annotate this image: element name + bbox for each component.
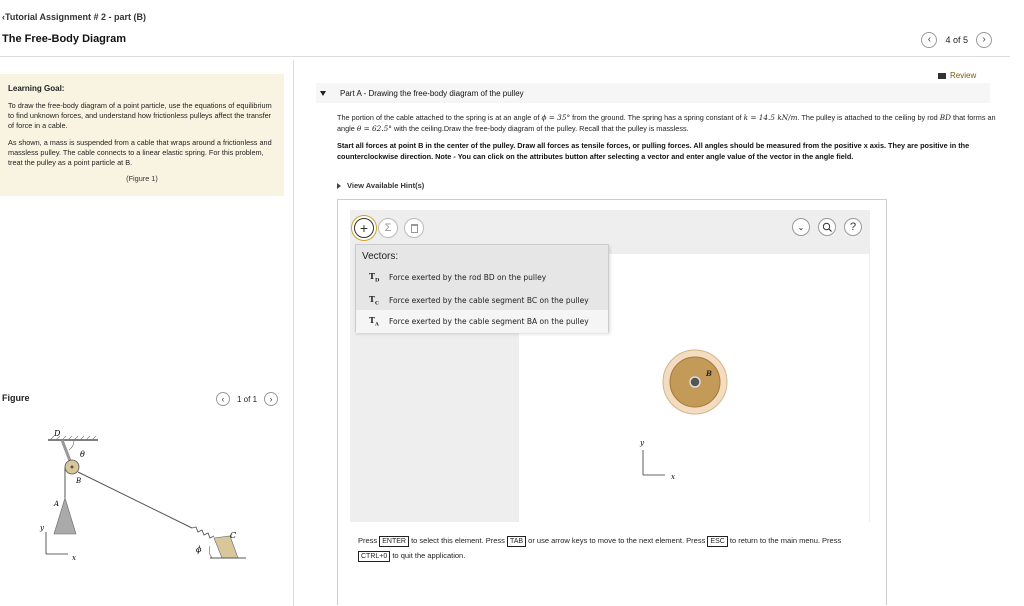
label-y: y bbox=[40, 524, 44, 532]
help-button[interactable] bbox=[844, 218, 862, 236]
figure-pager bbox=[216, 392, 278, 406]
spring-constant: k = 14.5 kN/m bbox=[743, 113, 798, 122]
keyboard-help bbox=[358, 533, 858, 563]
canvas-label-b: B bbox=[706, 369, 712, 378]
spring bbox=[192, 527, 214, 538]
problem-text-4: that forms an angle bbox=[337, 113, 996, 134]
figure-page-indicator: 1 of 1 bbox=[237, 394, 258, 404]
label-c: C bbox=[230, 531, 237, 540]
kbd-tab: TAB bbox=[507, 536, 526, 547]
vector-desc: Force exerted by the cable segment BA on the pulley bbox=[389, 317, 589, 326]
vector-item-ta[interactable] bbox=[356, 310, 608, 333]
review-link[interactable] bbox=[938, 71, 976, 80]
chevron-left-icon: ‹ bbox=[2, 12, 5, 22]
question-icon: ? bbox=[849, 221, 857, 233]
page-indicator: 4 of 5 bbox=[945, 35, 968, 45]
header-divider bbox=[0, 56, 1010, 57]
phi-arc bbox=[209, 546, 212, 558]
page-title: The Free-Body Diagram bbox=[2, 33, 127, 45]
vector-item-tc[interactable] bbox=[356, 289, 608, 312]
trash-icon bbox=[411, 224, 418, 233]
problem-description: As shown, a mass is suspended from a cable that wraps around a frictionless and massless pulley. The cable connects to a linear elastic spring. For this problem, treat the pulley as a point particle at B. bbox=[8, 137, 272, 168]
back-link[interactable] bbox=[2, 12, 146, 22]
problem-text-5: with the ceiling.Draw the free-body diagram of the pulley. Recall that the pulley is massless. bbox=[391, 124, 689, 134]
drawing-instructions: Start all forces at point B in the center of the pulley. Draw all forces as tensile forces, or pulling forces. All angles should be measured from the positive x axis. They are positive in the counterclockwise direction. Note - You can click on the attributes button after selecting a vector and enter angle value of the vector in the angle field. bbox=[337, 141, 970, 161]
learning-goal-panel bbox=[0, 74, 284, 196]
prev-page-button[interactable] bbox=[921, 32, 937, 48]
kb-text-2: to select this element. Press bbox=[409, 536, 507, 545]
label-d: D bbox=[54, 429, 61, 438]
caret-right-icon bbox=[337, 183, 341, 189]
label-b: B bbox=[76, 477, 82, 485]
canvas-label-y: y bbox=[640, 439, 644, 447]
add-vector-button[interactable] bbox=[354, 218, 374, 238]
column-divider bbox=[293, 60, 294, 606]
hints-label: View Available Hint(s) bbox=[347, 181, 425, 190]
kbd-ctrl0: CTRL+0 bbox=[358, 551, 390, 562]
back-label: Tutorial Assignment # 2 - part (B) bbox=[5, 12, 147, 22]
drawing-tool bbox=[337, 199, 887, 605]
chevron-down-icon: ⌄ bbox=[797, 222, 805, 232]
point-b[interactable] bbox=[690, 377, 700, 387]
zoom-button[interactable] bbox=[818, 218, 836, 236]
problem-text-1: The portion of the cable attached to the spring is at an angle of bbox=[337, 113, 542, 122]
vectors-title: Vectors: bbox=[362, 251, 399, 262]
figure-link[interactable]: (Figure 1) bbox=[126, 174, 158, 184]
page-pager bbox=[921, 32, 992, 48]
plus-icon: + bbox=[359, 220, 369, 236]
vectors-menu bbox=[355, 244, 609, 332]
canvas-label-x: x bbox=[671, 473, 675, 481]
part-a-header[interactable] bbox=[316, 83, 990, 103]
problem-statement bbox=[337, 112, 997, 135]
label-x: x bbox=[72, 554, 76, 562]
next-figure-button[interactable] bbox=[264, 392, 278, 406]
sum-button[interactable] bbox=[378, 218, 398, 238]
chevron-right-icon: › bbox=[269, 393, 273, 404]
problem-text-3: . The pulley is attached to the ceiling by rod bbox=[797, 113, 940, 122]
problem-text-2: from the ground. The spring has a spring constant of bbox=[570, 113, 744, 122]
pulley-axle bbox=[71, 466, 74, 469]
kb-text-5: to quit the application. bbox=[390, 551, 466, 560]
vector-symbol: $T_A$ bbox=[369, 315, 379, 328]
rod-name: BD bbox=[939, 113, 951, 122]
more-options-button[interactable] bbox=[792, 218, 810, 236]
kbd-esc: ESC bbox=[707, 536, 727, 547]
label-phi: ϕ bbox=[196, 545, 202, 554]
kb-text-1: Press bbox=[358, 536, 380, 545]
vector-desc: Force exerted by the rod BD on the pulley bbox=[389, 273, 547, 282]
learning-goal-text: To draw the free-body diagram of a point particle, use the equations of equilibrium to find unknown forces, and understand how frictionless pulleys affect the transfer of force in a cable. bbox=[8, 101, 272, 131]
vector-item-td[interactable] bbox=[356, 266, 608, 289]
caret-down-icon bbox=[320, 91, 326, 96]
search-icon bbox=[822, 222, 832, 232]
chevron-left-icon: ‹ bbox=[221, 393, 225, 404]
drawing-workspace bbox=[350, 210, 870, 522]
phi-value: ϕ = 35° bbox=[541, 113, 571, 122]
prev-figure-button[interactable] bbox=[216, 392, 230, 406]
cable-bc bbox=[78, 472, 192, 528]
label-a: A bbox=[54, 500, 60, 508]
pulley-system-figure bbox=[34, 424, 264, 574]
review-icon bbox=[938, 73, 946, 79]
figure-label: Figure bbox=[2, 393, 30, 403]
view-hints-link[interactable] bbox=[337, 181, 424, 190]
learning-goal-title: Learning Goal: bbox=[8, 84, 65, 93]
label-theta: θ bbox=[80, 450, 85, 459]
next-page-button[interactable] bbox=[976, 32, 992, 48]
vector-symbol: $T_C$ bbox=[369, 294, 379, 307]
theta-arc bbox=[69, 440, 74, 450]
vector-symbol: $T_D$ bbox=[369, 271, 380, 284]
delete-button[interactable] bbox=[404, 218, 424, 238]
kb-text-4: to return to the main menu. Press bbox=[727, 536, 842, 545]
kb-text-3: or use arrow keys to move to the next element. Press bbox=[526, 536, 708, 545]
sigma-icon: Σ bbox=[384, 222, 392, 234]
kbd-enter: ENTER bbox=[379, 536, 409, 547]
chevron-left-icon: ‹ bbox=[927, 34, 932, 45]
review-label: Review bbox=[950, 71, 977, 80]
chevron-right-icon: › bbox=[982, 34, 986, 45]
part-a-title: Part A - Drawing the free-body diagram of the pulley bbox=[340, 88, 524, 98]
theta-value: θ = 62.5° bbox=[356, 124, 392, 134]
vector-desc: Force exerted by the cable segment BC on the pulley bbox=[389, 296, 589, 305]
